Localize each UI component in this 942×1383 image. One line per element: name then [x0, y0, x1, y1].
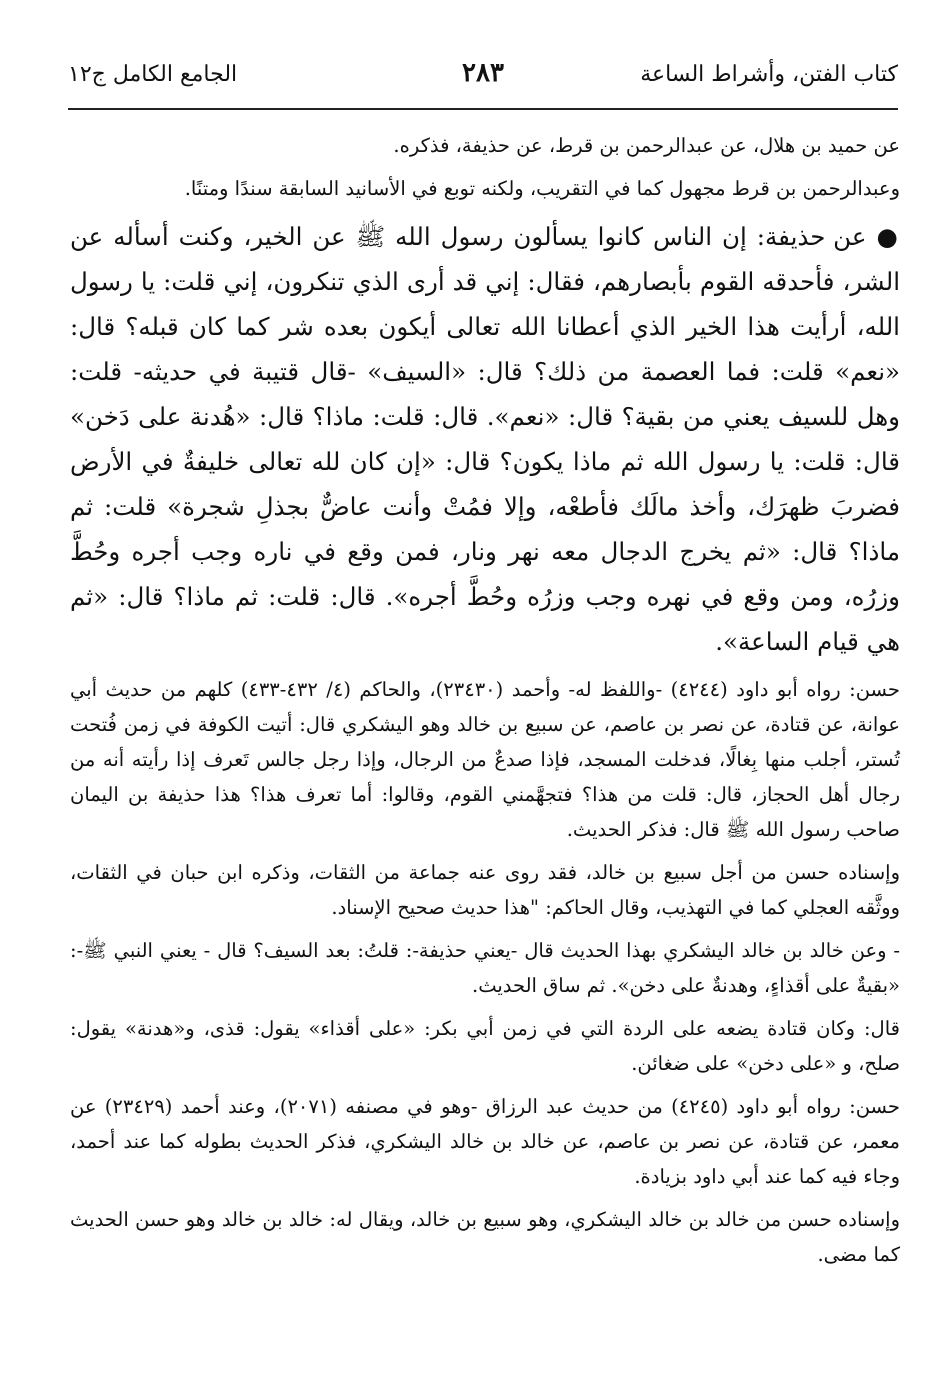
paragraph-text: عن حميد بن هلال، عن عبدالرحمن بن قرط، عن حذيفة، فذكره.	[393, 134, 900, 157]
hadith-text-paragraph	[70, 214, 900, 664]
grading-note-paragraph	[70, 171, 900, 206]
narration-chain-paragraph	[70, 128, 900, 163]
paragraph-text: وإسناده حسن من أجل سبيع بن خالد، فقد روى عنه جماعة من الثقات، وذكره ابن حبان في الثقات، ووثَّقه العجلي كما في التهذيب، وقال الحاكم: "هذا حديث صحيح الإسناد.	[70, 861, 900, 919]
paragraph-text: وإسناده حسن من خالد بن خالد اليشكري، وهو سبيع بن خالد، ويقال له: خالد بن خالد وهو حسن الحديث كما مضى.	[70, 1208, 900, 1266]
paragraph-text: وعبدالرحمن بن قرط مجهول كما في التقريب، ولكنه توبع في الأسانيد السابقة سندًا ومتنًا.	[184, 177, 900, 200]
isnad-note-paragraph	[70, 855, 900, 925]
isnad-note-paragraph	[70, 1202, 900, 1272]
paragraph-text: - وعن خالد بن خالد اليشكري بهذا الحديث قال -يعني حذيفة-: قلتُ: بعد السيف؟ قال - يعني النبي ﷺ-: «بقيةٌ على أقذاءٍ، وهدنةٌ على دخن». ثم ساق الحديث.	[70, 939, 900, 997]
page-body	[70, 128, 900, 1272]
takhrij-paragraph	[70, 672, 900, 847]
header-rule	[68, 108, 898, 110]
running-header	[68, 58, 898, 98]
bullet-icon: ●	[876, 222, 900, 251]
paragraph-text: حسن: رواه أبو داود (٤٢٤٥) من حديث عبد الرزاق -وهو في مصنفه (٢٠٧١)، وعند أحمد (٢٣٤٢٩) عن معمر، عن قتادة، عن نصر بن عاصم، عن خالد بن خالد اليشكري، فذكر الحديث بطوله كما عند أحمد، وجاء فيه كما عند أبي داود بزيادة.	[70, 1095, 900, 1188]
takhrij-paragraph	[70, 1089, 900, 1194]
book-title: الجامع الكامل ج١٢	[68, 62, 238, 87]
explanation-paragraph	[70, 1011, 900, 1081]
paragraph-text: حسن: رواه أبو داود (٤٢٤٤) -واللفظ له- وأحمد (٢٣٤٣٠)، والحاكم (٤/ ٤٣٢-٤٣٣) كلهم من حديث أبي عوانة، عن قتادة، عن نصر بن عاصم، عن سبيع بن خالد وهو اليشكري قال: أتيت الكوفة في زمن فُتحت تُستر، أجلب منها بِغالًا، فدخلت المسجد، فإذا صدعٌ من الرجال، وإذا رجل جالس تَعرف إذا رأيته أنه من رجال أهل الحجاز، قال: قلت من هذا؟ فتجهَّمني القوم، وقالوا: أما تعرف هذا؟ هذا حذيفة بن اليمان صاحب رسول الله ﷺ قال: فذكر الحديث.	[70, 678, 900, 841]
chapter-title: كتاب الفتن، وأشراط الساعة	[640, 62, 898, 87]
narration-paragraph	[70, 933, 900, 1003]
paragraph-text: عن حذيفة: إن الناس كانوا يسألون رسول الله ﷺ عن الخير، وكنت أسأله عن الشر، فأحدقه القوم بأبصارهم، فقال: إني قد أرى الذي تنكرون، إني قلت: يا رسول الله، أرأيت هذا الخير الذي أعطانا الله تعالى أيكون بعده شر كما كان قبله؟ قال: «نعم» قلت: فما العصمة من ذلك؟ قال: «السيف» -قال قتيبة في حديثه- قلت: وهل للسيف يعني من بقية؟ قال: «نعم». قال: قلت: ماذا؟ قال: «هُدنة على دَخن» قال: قلت: يا رسول الله ثم ماذا يكون؟ قال: «إن كان لله تعالى خليفةٌ في الأرض فضربَ ظهرَك، وأخذ مالَك فأطعْه، وإلا فمُتْ وأنت عاضٌّ بجذلِ شجرة» قلت: ثم ماذا؟ قال: «ثم يخرج الدجال معه نهر ونار، فمن وقع في ناره وجب أجره وحُطَّ وزرُه، ومن وقع في نهره وجب وزرُه وحُطَّ أجره». قال: قلت: ثم ماذا؟ قال: «ثم هي قيام الساعة».	[70, 222, 900, 656]
paragraph-text: قال: وكان قتادة يضعه على الردة التي في زمن أبي بكر: «على أقذاء» يقول: قذى، و«هدنة» يقول: صلح، و «على دخن» على ضغائن.	[70, 1017, 900, 1075]
page-number: ٢٨٣	[462, 58, 504, 88]
